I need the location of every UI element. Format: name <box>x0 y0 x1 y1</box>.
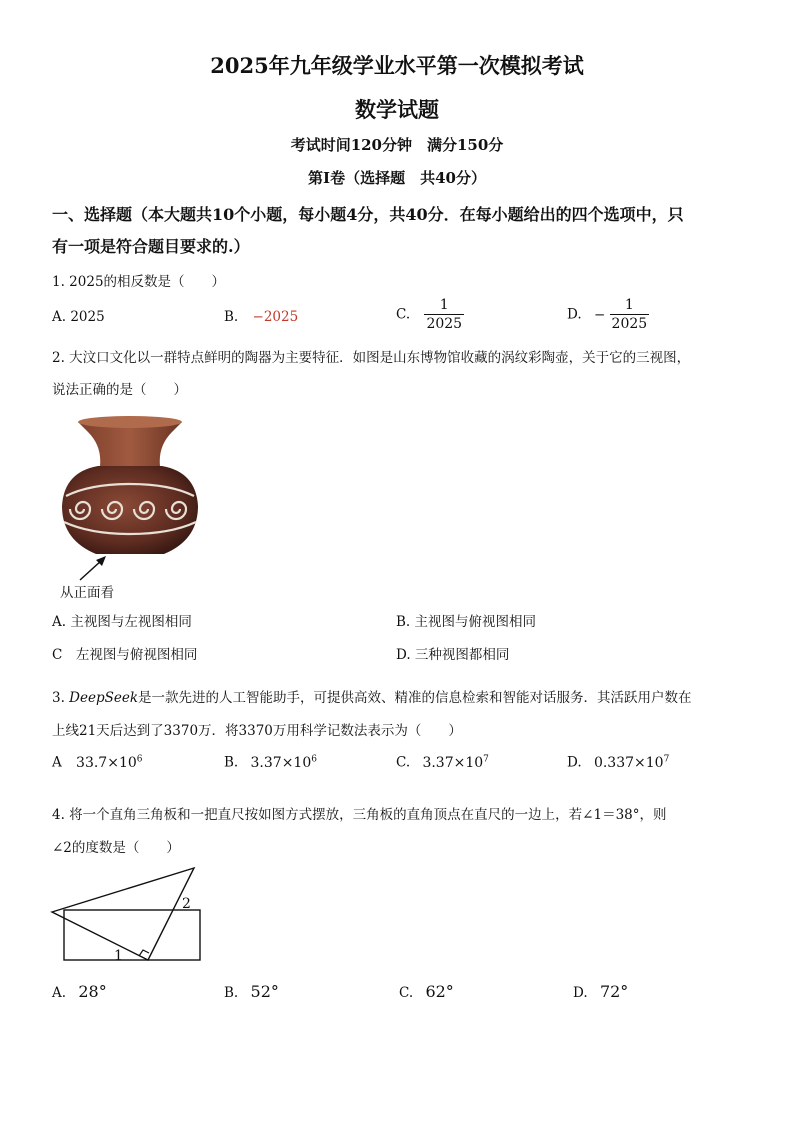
q4-option-a-value: 28° <box>78 982 107 1001</box>
q1-option-d-label: D. <box>567 306 582 323</box>
q2-option-d: D. 三种视图都相同 <box>396 647 510 663</box>
q3-stem-line1 <box>52 686 692 706</box>
q1-option-b-value: −2025 <box>252 309 299 325</box>
angle-1-label: 1 <box>114 948 123 964</box>
q1-option-c <box>396 296 464 333</box>
q3-option-c-base: 3.37×10 <box>422 754 484 771</box>
q3-option-c-exponent: 7 <box>483 754 489 764</box>
jar-body <box>62 466 198 554</box>
q4-option-c-label: C. <box>399 985 414 1001</box>
q2-option-c: C 左视图与俯视图相同 <box>52 647 198 663</box>
exam-title: 2025年九年级学业水平第一次模拟考试 <box>210 53 584 78</box>
q1-option-d <box>567 296 649 333</box>
jar-rim <box>78 416 182 428</box>
q1-option-c-label: C. <box>396 306 411 323</box>
q4-option-c <box>399 982 454 1001</box>
q3-option-d <box>567 754 669 771</box>
time-score-line: 考试时间120分钟 满分150分 <box>290 136 504 154</box>
q1-option-d-fraction <box>610 296 650 333</box>
q3-option-a-exponent: 6 <box>136 754 143 764</box>
q1-option-b <box>224 309 298 325</box>
section-instructions-line1: 一、选择题（本大题共10个小题，每小题4分，共40分．在每小题给出的四个选项中，只 <box>52 205 684 224</box>
angle-2-label: 2 <box>182 896 191 912</box>
q3-option-d-exponent: 7 <box>663 754 670 764</box>
q3-stem-rest: 是一款先进的人工智能助手，可提供高效、精准的信息检索和智能对话服务．其活跃用户数在 <box>138 690 692 706</box>
set-square-triangle <box>52 868 194 960</box>
q3-option-c-label: C. <box>396 754 411 771</box>
q1-option-d-denominator: 2025 <box>611 316 648 332</box>
pottery-jar-figure <box>50 410 220 600</box>
q3-option-d-label: D. <box>567 754 582 771</box>
q3-option-d-base: 0.337×10 <box>593 754 664 771</box>
q3-option-d-value <box>594 755 669 771</box>
q3-stem-line2: 上线21天后达到了3370万．将3370万用科学记数法表示为（ ） <box>52 723 462 739</box>
q1-option-d-sign: − <box>593 306 606 323</box>
q3-option-c <box>396 754 489 771</box>
q4-option-d <box>573 982 628 1001</box>
q3-option-a <box>52 754 143 771</box>
q3-option-b-exponent: 6 <box>311 754 317 764</box>
q2-stem-line1: 2. 大汶口文化以一群特点鲜明的陶器为主要特征．如图是山东博物馆收藏的涡纹彩陶壶，关于它的三视图， <box>52 350 691 366</box>
q3-option-c-value <box>422 755 488 771</box>
subject-title: 数学试题 <box>355 97 439 122</box>
section-instructions-line2: 有一项是符合题目要求的.） <box>52 237 250 256</box>
q4-option-d-label: D. <box>573 985 588 1001</box>
q3-product-name: DeepSeek <box>69 690 139 706</box>
q3-prefix: 3. <box>52 690 70 706</box>
q4-stem-line1: 4. 将一个直角三角板和一把直尺按如图方式摆放，三角板的直角顶点在直尺的一边上，若∠1＝38°，则 <box>52 807 667 823</box>
q3-option-b-base: 3.37×10 <box>250 754 312 771</box>
q1-option-b-label: B. <box>224 309 239 325</box>
q4-stem-line2: ∠2的度数是（ ） <box>52 840 180 856</box>
q4-option-a <box>52 982 107 1001</box>
q4-option-b-label: B. <box>224 985 239 1001</box>
q2-option-a: A. 主视图与左视图相同 <box>52 614 192 630</box>
q1-option-c-fraction <box>424 296 464 333</box>
q1-option-c-denominator: 2025 <box>426 316 463 332</box>
q2-option-b: B. 主视图与俯视图相同 <box>396 614 537 630</box>
q1-option-d-numerator: 1 <box>624 297 634 313</box>
q4-option-d-value: 72° <box>599 982 629 1001</box>
q4-option-c-value: 62° <box>425 982 454 1001</box>
q4-option-a-label: A. <box>52 985 67 1001</box>
view-arrow <box>80 560 102 580</box>
q2-figure-caption: 从正面看 <box>60 585 114 601</box>
ruler-triangle-figure <box>48 862 208 968</box>
right-angle-mark <box>139 950 149 956</box>
q1-option-a: A. 2025 <box>52 309 105 325</box>
volume-heading: 第Ⅰ卷（选择题 共40分） <box>308 169 486 187</box>
q1-option-c-numerator: 1 <box>439 297 449 313</box>
q3-option-a-base: 33.7×10 <box>76 754 137 771</box>
q1-stem: 1. 2025的相反数是（ ） <box>52 274 226 290</box>
q3-option-b-label: B. <box>224 754 239 771</box>
q3-option-b-value <box>251 755 317 771</box>
q3-option-a-value <box>76 755 142 771</box>
q3-option-b <box>224 754 317 771</box>
q3-option-a-label: A <box>52 754 62 771</box>
q4-option-b-value: 52° <box>250 982 279 1001</box>
q2-stem-line2: 说法正确的是（ ） <box>52 382 187 398</box>
q4-option-b <box>224 982 279 1001</box>
